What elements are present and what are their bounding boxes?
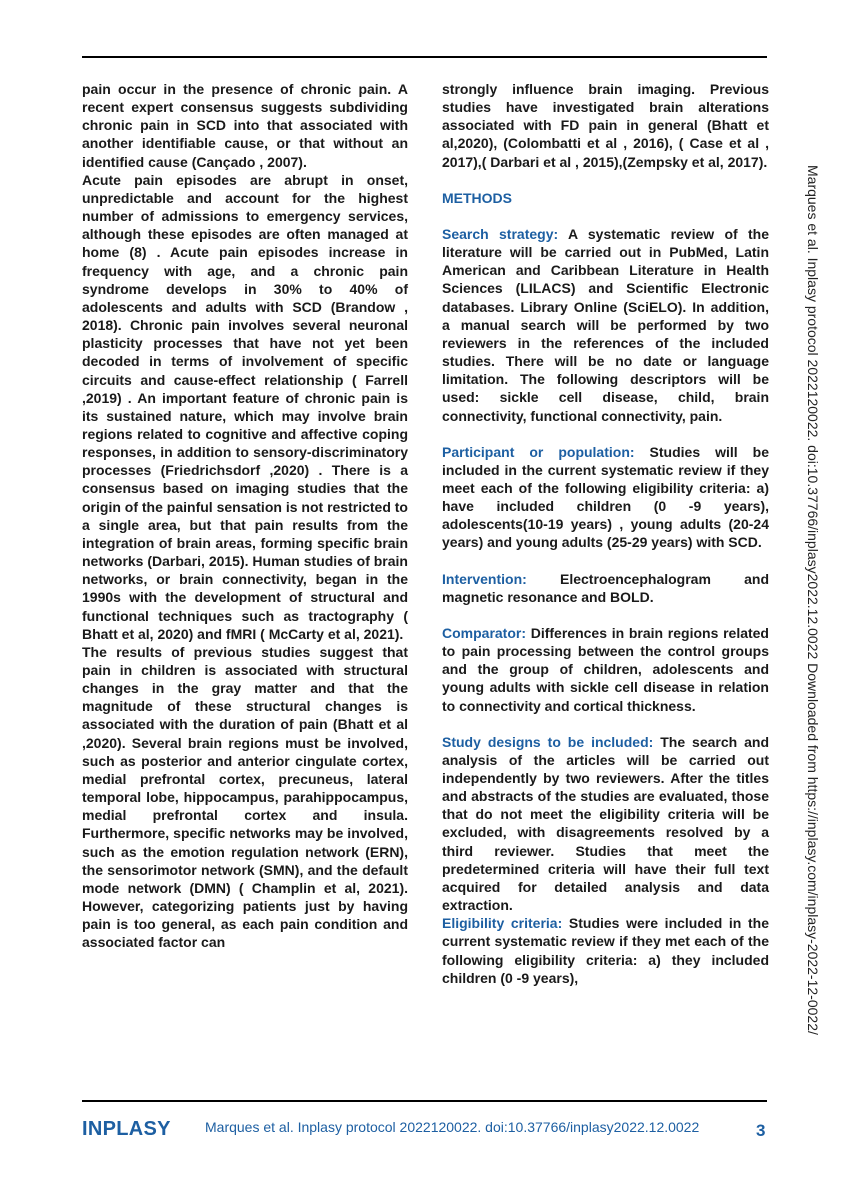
right-column: [442, 80, 769, 987]
participant-text: Studies will be included in the current systematic review if they meet each of the following eligibility criteria: a) have included children (0 -9 years), adolescents(10-19 years) , young adults (20-24 years) and young adults (25-29 years) with SCD.: [442, 443, 769, 551]
eligibility-label: Eligibility criteria:: [442, 915, 563, 932]
download-sidebar-text: Marques et al. Inplasy protocol 2022120022. doi:10.37766/inplasy2022.12.0022 Downloaded from https://inplasy.com/inplasy-2022-12-0022/: [805, 165, 821, 1035]
study-designs-label: Study designs to be included:: [442, 733, 654, 750]
search-strategy-text: A systematic review of the literature will be carried out in PubMed, Latin American and Caribbean Literature in Health Sciences (LILACS) and Scientific Electronic databases. Library Online (SciELO). In addition, a manual search will be performed by two reviewers in the references of the included studies. There will be no date or language limitation. The following descriptors will be used: sickle cell disease, child, brain connectivity, functional connectivity, pain.: [442, 225, 770, 424]
participant-label: Participant or population:: [442, 443, 635, 460]
header-rule: [82, 56, 767, 58]
study-designs-section: [442, 733, 769, 915]
paragraph-previous-studies: The results of previous studies suggest that pain in children is associated with structural changes in the gray matter and that the magnitude of these structural changes is associated with the duration of pain (Bhatt et al ,2020). Several brain regions must be involved, such as posterior and anterior cingulate cortex, medial prefrontal cortex, precuneus, lateral temporal lobe, hippocampus, parahippocampus, medial prefrontal cortex and insula. Furthermore, specific networks may be involved, such as the emotion regulation network (ERN), the sensorimotor network (SMN), and the default mode network (DMN) ( Champlin et al, 2021). However, categorizing patients just by having pain is too general, as each pain condition and associated factor can: [82, 643, 408, 951]
paragraph-chronic-pain-intro: pain occur in the presence of chronic pain. A recent expert consensus suggests subdividing chronic pain in SCD into that associated with another identifiable cause, or that without an identified cause (Cançado , 2007).: [82, 81, 408, 170]
search-strategy-section: [442, 225, 769, 425]
eligibility-section: [442, 914, 769, 987]
left-column: [82, 80, 408, 952]
page-number: 3: [756, 1121, 766, 1140]
comparator-label: Comparator:: [442, 624, 527, 641]
footer-rule: [82, 1100, 767, 1102]
footer-citation: Marques et al. Inplasy protocol 2022120022. doi:10.37766/inplasy2022.12.0022: [205, 1119, 700, 1135]
comparator-section: [442, 624, 769, 715]
comparator-text: Differences in brain regions related to pain processing between the control groups and the group of children, adolescents and young adults with sickle cell disease in relation to connectivity and cortical thickness.: [442, 624, 769, 714]
paragraph-brain-imaging: strongly influence brain imaging. Previous studies have investigated brain alterations associated with FD pain in general (Bhatt et al,2020), (Colombatti et al , 2016), ( Case et al , 2017),( Darbari et al , 2015),(Zempsky et al, 2017).: [442, 81, 769, 170]
search-strategy-label: Search strategy:: [442, 225, 559, 242]
paragraph-acute-pain: Acute pain episodes are abrupt in onset, unpredictable and account for the highest number of admissions to emergency services, although these episodes are often managed at home (8) . Acute pain episodes increase in frequency with age, and a chronic pain syndrome develops in 30% to 40% of adolescents and adults with SCD (Brandow , 2018). Chronic pain involves several neuronal plasticity processes that have not yet been decoded in terms of involvement of specific circuits and cause-effect relationship ( Farrell ,2019) . An important feature of chronic pain is its sustained nature, which may involve brain regions related to cognitive and affective coping responses, in addition to sensory-discriminatory processes (Friedrichsdorf ,2020) . There is a consensus based on imaging studies that the origin of the painful sensation is not restricted to a single area, but that pain results from the integration of brain areas, forming specific brain networks (Darbari, 2015). Human studies of brain networks, or brain connectivity, began in the 1990s with the development of structural and functional techniques such as tractography ( Bhatt et al, 2020) and fMRI ( McCarty et al, 2021).: [82, 171, 408, 642]
intervention-text: Electroencephalogram and magnetic resonance and BOLD.: [442, 570, 769, 605]
methods-heading: METHODS: [442, 189, 512, 206]
intervention-section: [442, 570, 769, 606]
eligibility-text: Studies were included in the current systematic review if they met each of the following eligibility criteria: a) they included children (0 -9 years),: [442, 915, 769, 986]
journal-logo: INPLASY: [82, 1118, 171, 1140]
participant-section: [442, 443, 769, 552]
study-designs-text: The search and analysis of the articles will be carried out independently by two reviewers. After the titles and abstracts of the studies are evaluated, those that do not meet the eligibility criteria will be excluded, with disagreements resolved by a third reviewer. Studies that meet the predetermined criteria will have their full text acquired for detailed analysis and data extraction.: [442, 733, 770, 914]
intervention-label: Intervention:: [442, 570, 527, 587]
